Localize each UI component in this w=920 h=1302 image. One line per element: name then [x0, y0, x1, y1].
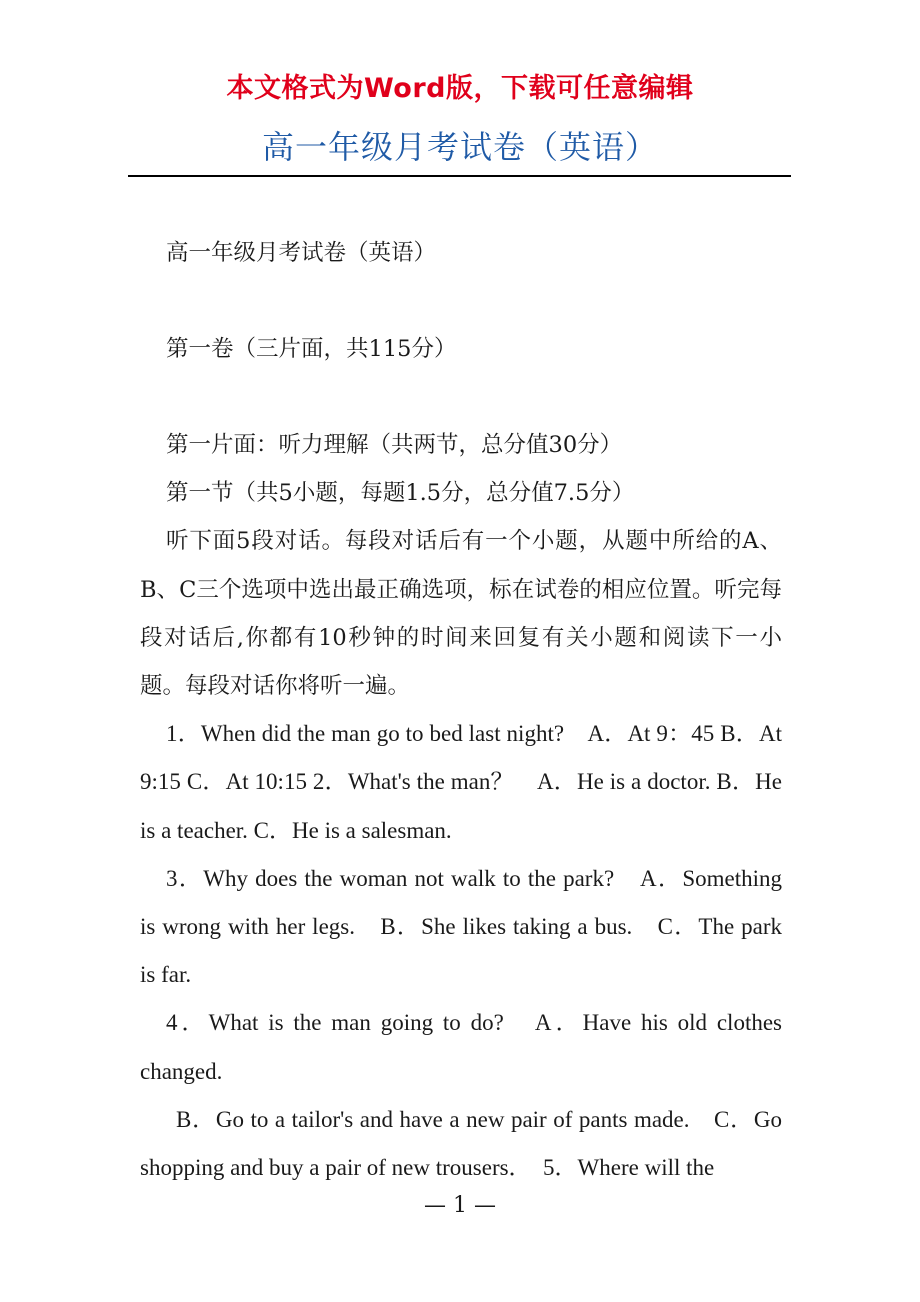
- main-body: [140, 421, 782, 1192]
- question-3: 3．Why does the woman not walk to the park? A．Something is wrong with her legs. B．She likes taking a bus. C．The park is far.: [140, 865, 782, 988]
- title-divider: [128, 175, 791, 177]
- page-number: — 1 —: [424, 1193, 496, 1218]
- question-4: 4．What is the man going to do? A．Have his old clothes changed.: [140, 1010, 782, 1084]
- document-title: 高一年级月考试卷（英语）: [261, 128, 658, 166]
- question-4-continued: B．Go to a tailor's and have a new pair of pants made. C．Go shopping and buy a pair of new trousers． 5．Where will the: [140, 1106, 782, 1181]
- listening-instructions: 听下面5段对话。每段对话后有一个小题，从题中所给的A、B、C三个选项中选出最正确选项，标在试卷的相应位置。听完每段对话后,你都有10秒钟的时间来回复有关小题和阅读下一小题。每段对话你将听一遍。: [140, 528, 782, 700]
- question-1-2: 1．When did the man go to bed last night? A．At 9：45 B．At 9:15 C．At 10:15 2．What's the man？ A．He is a doctor. B．He is a teacher. C．He is a salesman.: [140, 721, 782, 843]
- section1-heading: 第一节（共5小题，每题1.5分，总分值7.5分）: [166, 480, 635, 507]
- volume-heading: 第一卷（三片面，共115分）: [166, 336, 457, 362]
- exam-subtitle: 高一年级月考试卷（英语）: [166, 240, 437, 266]
- part1-heading: 第一片面：听力理解（共两节，总分值30分）: [166, 432, 623, 458]
- download-banner: 本文格式为Word版，下载可任意编辑: [226, 73, 694, 104]
